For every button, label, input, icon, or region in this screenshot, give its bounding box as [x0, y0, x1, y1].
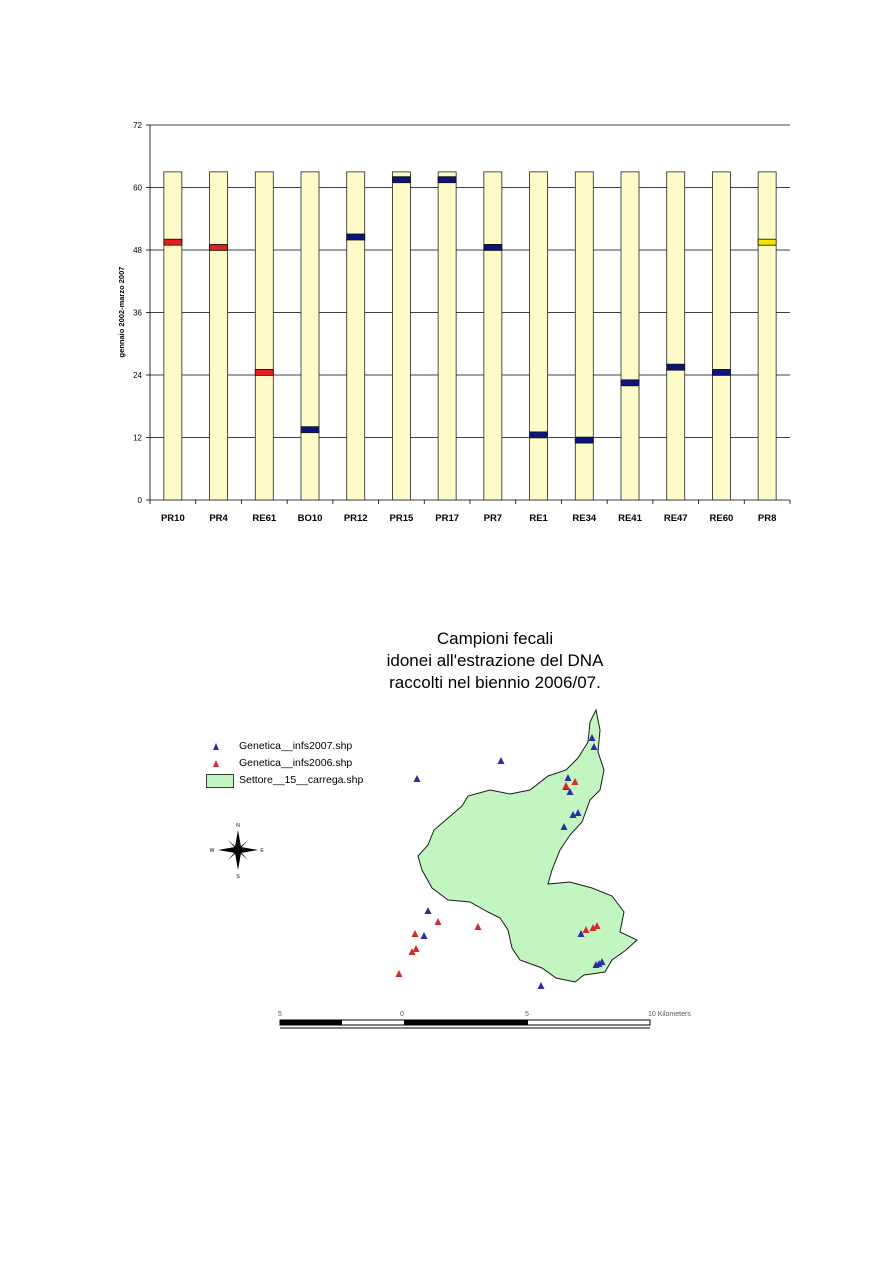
bar-RE47 — [667, 172, 685, 500]
marker-RE60 — [712, 369, 730, 375]
bar-chart — [0, 0, 892, 560]
sample-point — [583, 926, 590, 933]
marker-RE41 — [621, 380, 639, 386]
bar-PR4 — [210, 172, 228, 500]
blue-triangle-icon — [213, 743, 219, 750]
settore-area — [418, 710, 637, 982]
y-tick-label: 0 — [137, 496, 142, 505]
sample-point — [413, 945, 420, 952]
sample-point — [589, 734, 596, 741]
bar-PR10 — [164, 172, 182, 500]
sample-point — [563, 782, 570, 789]
x-tick-label: RE41 — [618, 513, 642, 524]
sample-point — [563, 783, 570, 790]
x-tick-label: PR17 — [435, 513, 460, 524]
scale-labels — [270, 1011, 720, 1023]
sample-point — [572, 778, 579, 785]
sample-point — [561, 823, 568, 830]
scale-label-left: 5 — [278, 1011, 282, 1018]
sample-point — [435, 918, 442, 925]
x-tick-label: PR7 — [483, 513, 503, 524]
sample-point — [593, 961, 600, 968]
bar-PR8 — [758, 172, 776, 500]
map-legend — [205, 738, 363, 789]
x-tick-label: PR12 — [343, 513, 368, 524]
marker-PR17 — [438, 177, 456, 183]
marker-RE34 — [575, 437, 593, 443]
marker-PR7 — [484, 244, 502, 250]
sample-point — [594, 922, 601, 929]
bar-RE60 — [712, 172, 730, 500]
sample-point — [596, 960, 603, 967]
map-title-line-2: idonei all'estrazione del DNA — [386, 651, 604, 670]
y-tick-label: 36 — [133, 308, 142, 318]
marker-RE61 — [255, 369, 273, 375]
map-title-line-3: raccolti nel biennio 2006/07. — [389, 673, 601, 692]
x-tick-label: RE34 — [572, 513, 597, 524]
sample-point — [599, 958, 606, 965]
sample-point — [414, 775, 421, 782]
sample-point — [570, 811, 577, 818]
sample-point — [409, 948, 416, 955]
bar-RE1 — [530, 172, 548, 500]
svg-text:E: E — [260, 848, 264, 854]
marker-PR8 — [758, 239, 776, 245]
marker-PR10 — [164, 239, 182, 245]
legend-label-settore: Settore__15__carrega.shp — [239, 774, 364, 786]
sample-point — [425, 907, 432, 914]
bar-PR17 — [438, 172, 456, 500]
bar-BO10 — [301, 172, 319, 500]
red-triangle-icon — [213, 760, 219, 767]
marker-BO10 — [301, 427, 319, 433]
y-tick-label: 12 — [133, 433, 142, 443]
y-tick-label: 60 — [133, 183, 142, 193]
map-title-line-1: Campioni fecali — [436, 629, 554, 648]
bar-PR12 — [347, 172, 365, 500]
map-title — [330, 628, 660, 694]
legend-label-2007: Genetica__infs2007.shp — [239, 740, 353, 752]
sample-point — [421, 932, 428, 939]
sample-point — [590, 924, 597, 931]
x-tick-label: RE47 — [663, 513, 688, 524]
sample-point — [538, 982, 545, 989]
x-tick-label: PR8 — [757, 513, 777, 524]
x-tick-label: RE61 — [252, 513, 277, 524]
x-tick-label: PR10 — [160, 513, 185, 524]
y-tick-label: 48 — [133, 246, 142, 255]
x-axis-ticks — [150, 500, 790, 524]
sample-point — [475, 923, 482, 930]
marker-PR4 — [210, 244, 228, 250]
sample-points — [396, 734, 606, 989]
scale-label-mid: 5 — [525, 1011, 529, 1018]
legend-item-2006 — [205, 755, 363, 772]
svg-text:N: N — [236, 823, 240, 829]
x-tick-label: RE1 — [529, 513, 548, 524]
x-tick-label: PR15 — [389, 513, 414, 524]
scale-label-zero: 0 — [400, 1011, 404, 1018]
chart-grid — [150, 125, 790, 500]
legend-item-2007 — [205, 738, 363, 755]
y-tick-label: 24 — [133, 371, 142, 380]
marker-RE47 — [667, 364, 685, 370]
y-axis-label: gennaio 2002-marzo 2007 — [117, 266, 126, 358]
chart-bars — [164, 172, 776, 500]
svg-text:S: S — [236, 874, 240, 880]
bar-PR7 — [484, 172, 502, 500]
legend-item-settore — [205, 772, 363, 789]
marker-PR15 — [392, 177, 410, 183]
sample-point — [565, 774, 572, 781]
bar-RE41 — [621, 172, 639, 500]
scale-label-right: 10 Kilometers — [648, 1011, 691, 1018]
marker-RE1 — [530, 432, 548, 438]
sample-point — [396, 970, 403, 977]
sample-point — [578, 930, 585, 937]
bar-RE61 — [255, 172, 273, 500]
sample-point — [567, 788, 574, 795]
compass-rose — [210, 823, 265, 880]
x-tick-label: BO10 — [297, 513, 323, 524]
bar-PR15 — [392, 172, 410, 500]
y-axis-ticks — [133, 121, 150, 505]
x-tick-label: PR4 — [209, 513, 228, 524]
sample-point — [575, 809, 582, 816]
green-polygon-icon — [206, 774, 234, 788]
north-arrow-icon — [235, 830, 241, 850]
svg-text:W: W — [209, 848, 215, 854]
legend-label-2006: Genetica__infs2006.shp — [239, 757, 353, 769]
sample-point — [591, 743, 598, 750]
sample-point — [412, 930, 419, 937]
sample-point — [498, 757, 505, 764]
marker-PR12 — [347, 234, 365, 240]
bar-RE34 — [575, 172, 593, 500]
x-tick-label: RE60 — [709, 513, 734, 524]
y-tick-label: 72 — [133, 121, 142, 130]
